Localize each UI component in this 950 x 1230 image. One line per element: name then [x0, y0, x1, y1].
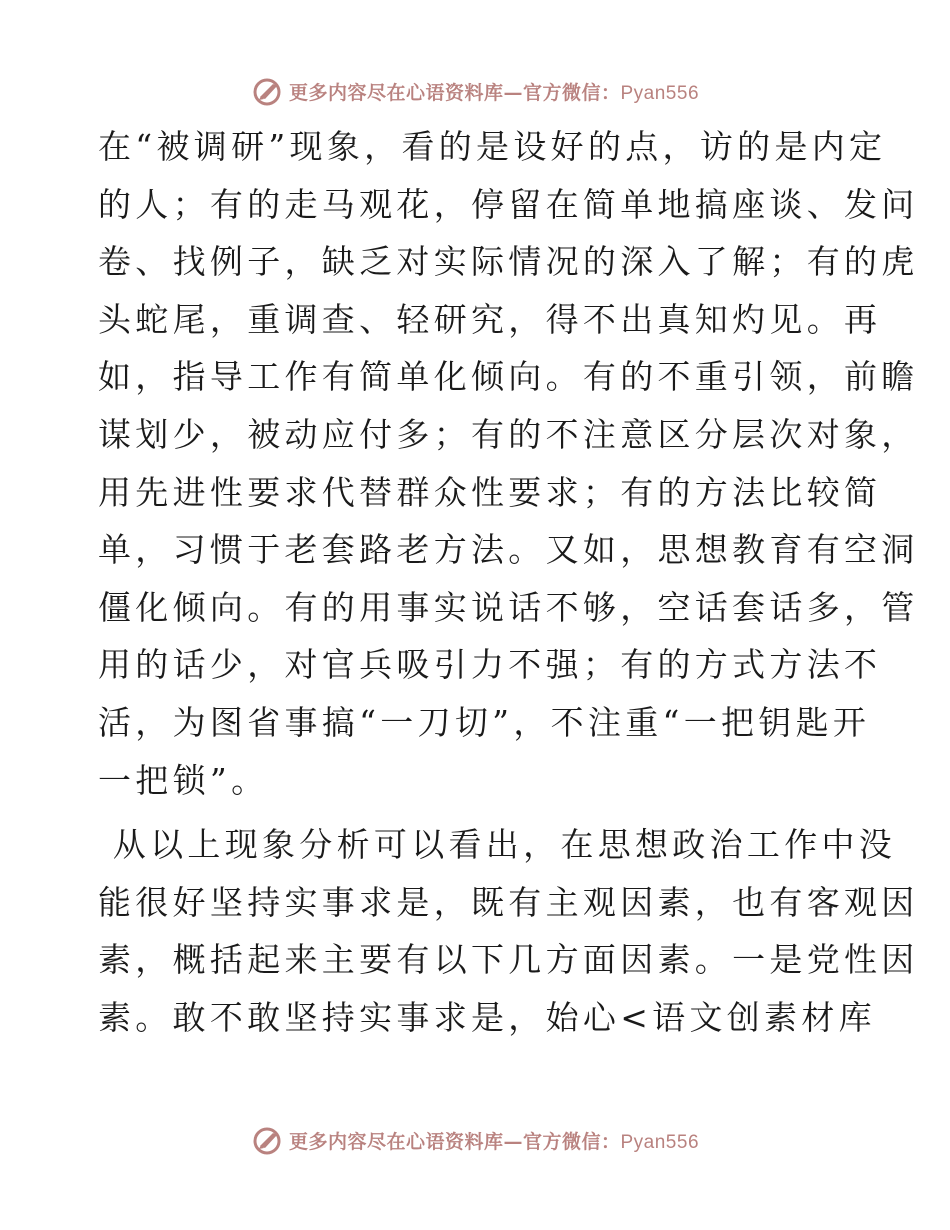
header-banner	[0, 71, 950, 111]
text-line: 僵化倾向。有的用事实说话不够，空话套话多，管	[98, 587, 919, 627]
footer-banner-text: 更多内容尽在心语资料库—官方微信：Pyan556	[288, 1130, 700, 1153]
text-line: 素。敢不敢坚持实事求是，始心<语文创素材库	[98, 997, 876, 1037]
text-line: 的人；有的走马观花，停留在简单地搞座谈、发问	[98, 184, 919, 224]
text-line: 一把锁”。	[98, 760, 269, 800]
pen-logo-icon	[251, 1124, 283, 1156]
header-banner-text: 更多内容尽在心语资料库—官方微信：Pyan556	[288, 81, 700, 104]
text-line: 能很好坚持实事求是，既有主观因素，也有客观因	[98, 882, 919, 922]
paragraph-2	[98, 816, 919, 1046]
document-body	[98, 118, 919, 1047]
footer-banner	[0, 1120, 950, 1160]
text-line: 谋划少，被动应付多；有的不注意区分层次对象，	[98, 414, 919, 454]
text-line: 从以上现象分析可以看出，在思想政治工作中没	[98, 825, 897, 865]
text-line: 单，习惯于老套路老方法。又如，思想教育有空洞	[98, 530, 919, 570]
paragraph-1	[98, 118, 919, 809]
footer-wechat-id: Pyan556	[620, 1131, 700, 1153]
header-wechat-id: Pyan556	[620, 82, 700, 104]
text-line: 用先进性要求代替群众性要求；有的方法比较简	[98, 472, 882, 512]
text-line: 活，为图省事搞“一刀切”，不注重“一把钥匙开	[98, 702, 871, 742]
pen-logo-icon	[251, 75, 283, 107]
text-line: 头蛇尾，重调查、轻研究，得不出真知灼见。再	[98, 299, 882, 339]
text-line: 卷、找例子，缺乏对实际情况的深入了解；有的虎	[98, 242, 919, 282]
text-line: 在“被调研”现象，看的是设好的点，访的是内定	[98, 127, 887, 166]
text-line: 如，指导工作有简单化倾向。有的不重引领，前瞻	[98, 357, 919, 397]
text-line: 用的话少，对官兵吸引力不强；有的方式方法不	[98, 645, 882, 685]
text-line: 素，概括起来主要有以下几方面因素。一是党性因	[98, 940, 919, 980]
